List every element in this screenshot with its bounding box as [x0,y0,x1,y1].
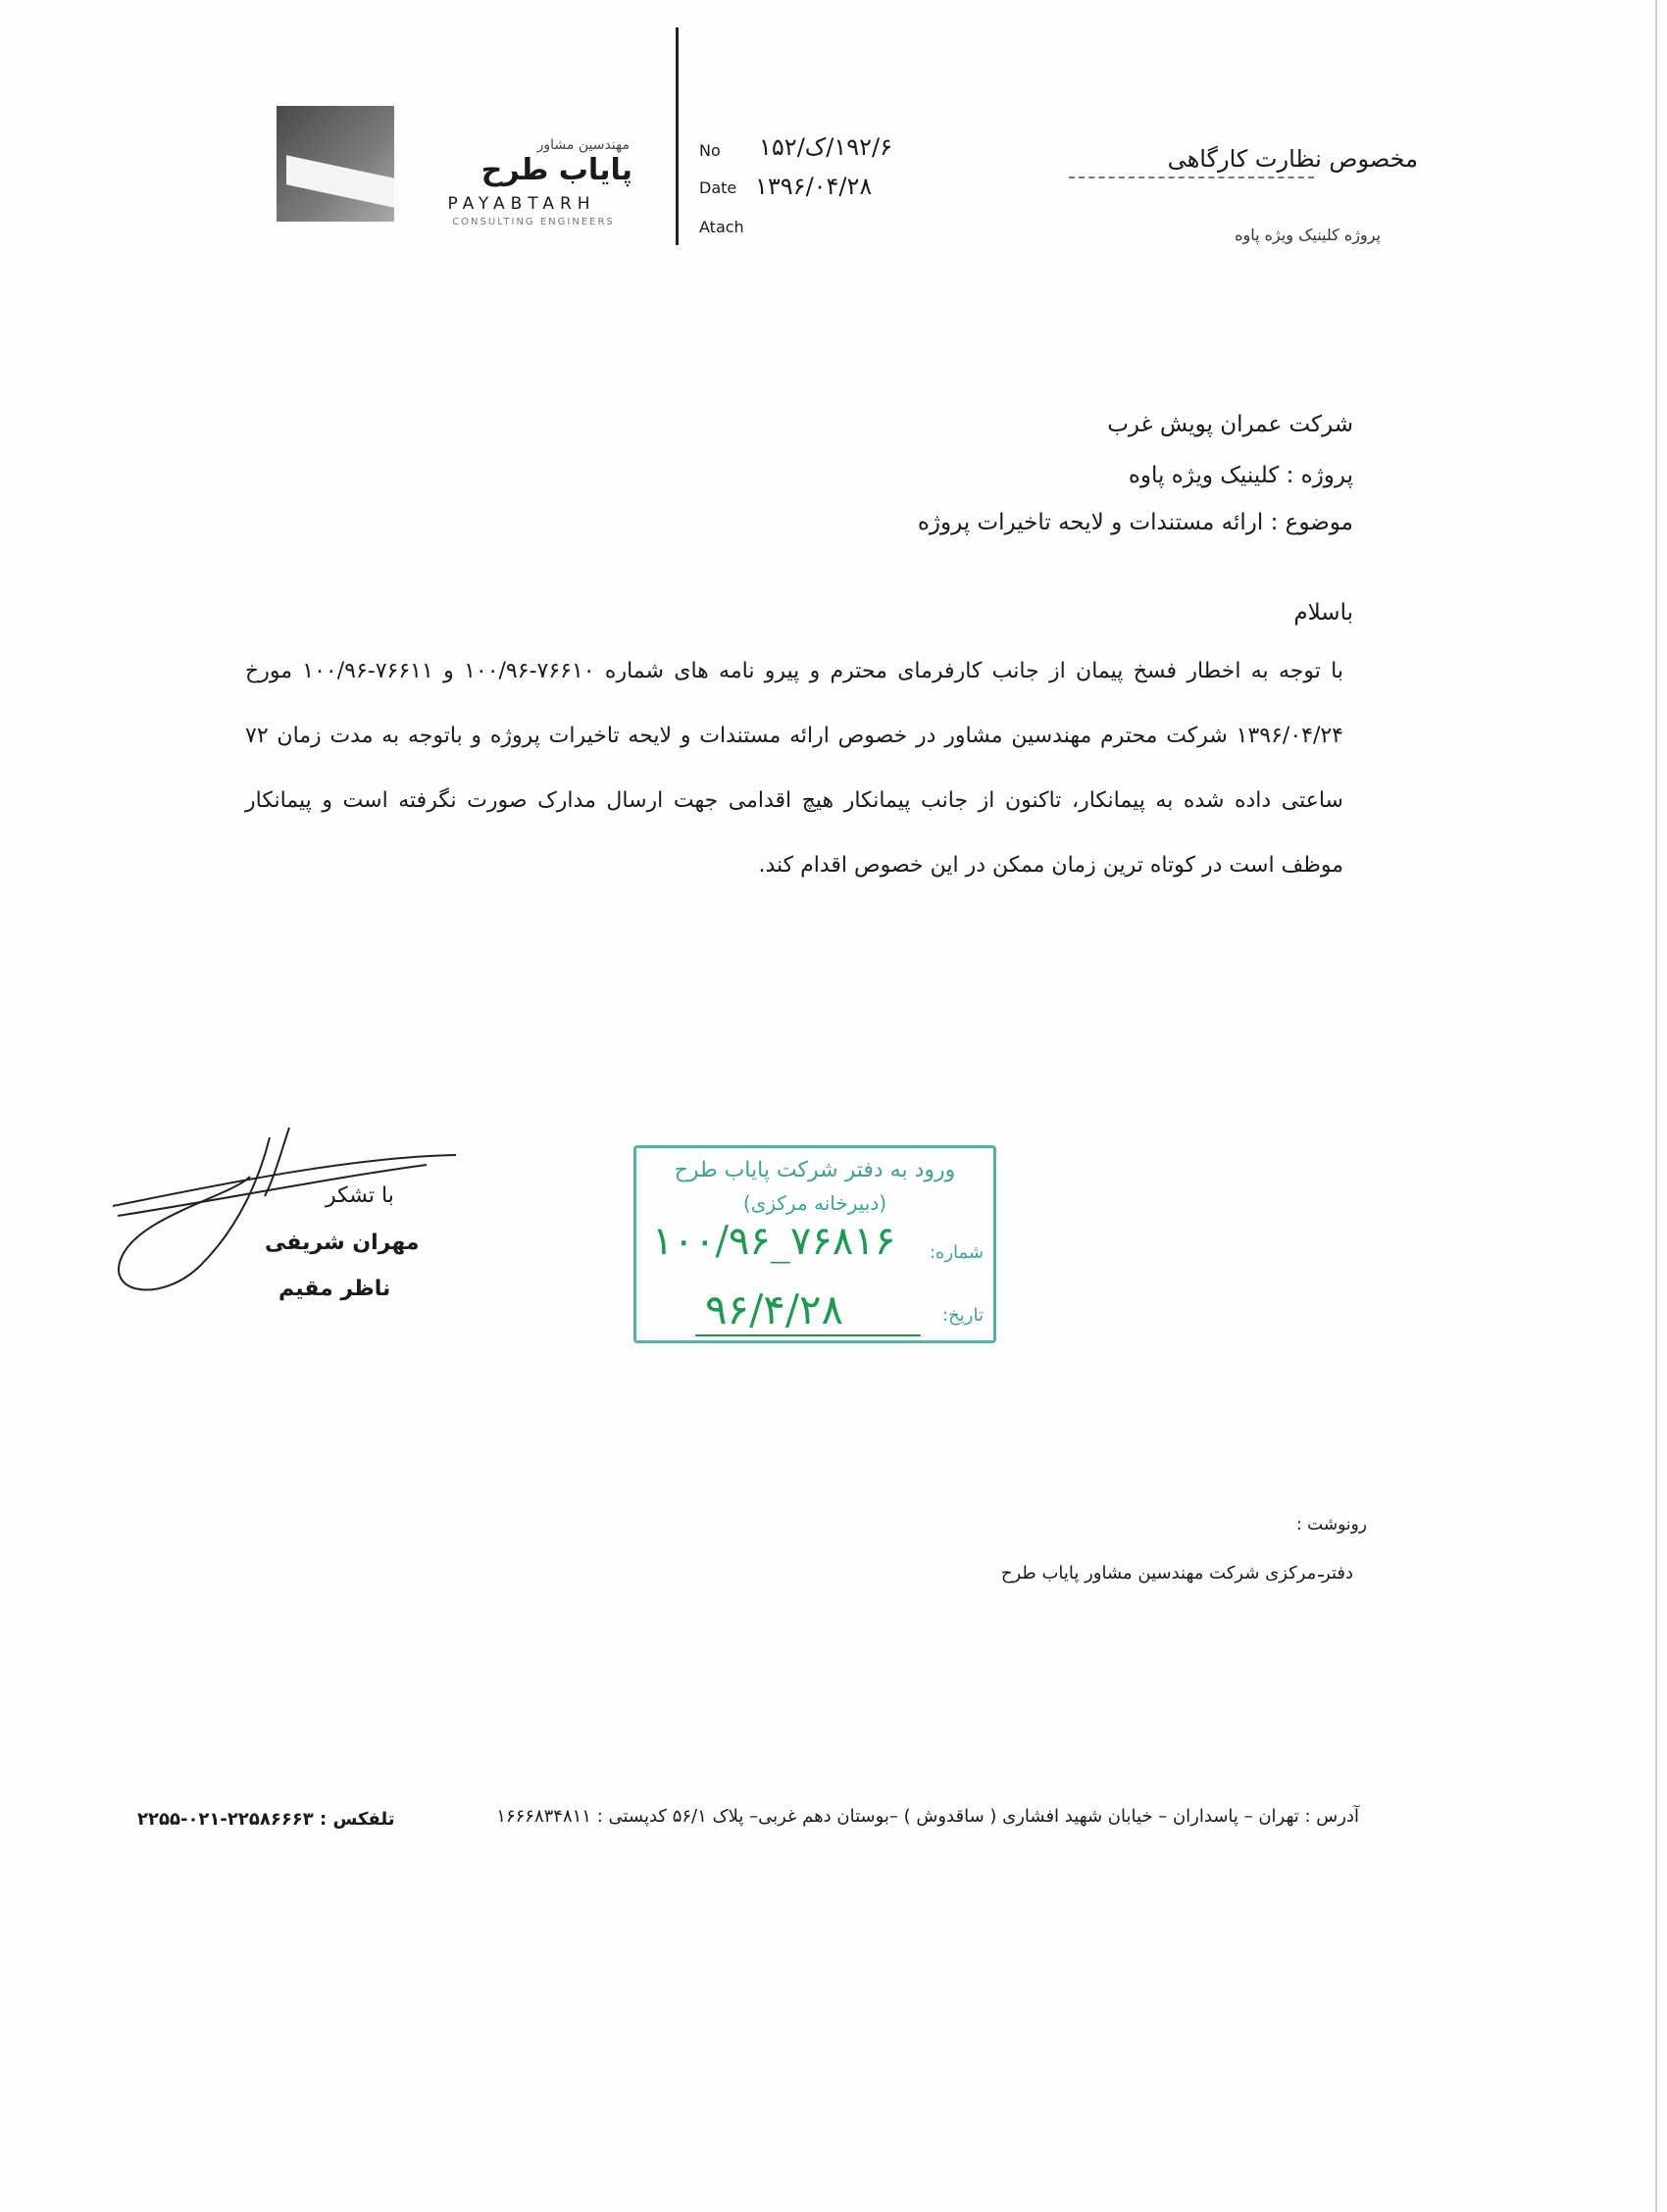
header-divider [676,27,679,245]
receipt-date-value: ۹۶/۴/۲۸ [705,1285,844,1333]
receipt-number-value: ۱۰۰/۹۶_۷۶۸۱۶ [652,1219,896,1264]
letter-number-value: ۱۹۲/۶/ک/۱۵۲ [759,133,892,161]
footer-fax: تلفکس : ۲۲۵۸۶۶۶۳-۰۲۱-۲۲۵۵ [137,1809,395,1830]
letter-number-label: No [699,141,721,160]
stamp-project-line: پروژه کلینیک ویژه پاوه [1235,226,1381,244]
letter-date-value: ۱۳۹۶/۰۴/۲۸ [755,173,873,200]
letter-date-label: Date [699,178,737,197]
attachment-label: Atach [699,218,744,236]
receipt-date-underline [695,1334,921,1336]
stamp-dashed-line [1069,176,1314,179]
subject-line: موضوع : ارائه مستندات و لایحه تاخیرات پروژه [917,510,1353,535]
receipt-number-label: شماره: [929,1242,984,1263]
site-supervision-stamp: مخصوص نظارت کارگاهی [1167,145,1418,173]
footer-address: آدرس : تهران – پاسداران – خیابان شهید افشاری ( ساقدوش ) –بوستان دهم غربی– پلاک ۵۶/۱ کدپستی : ۱۶۶۶۸۳۴۸۱۱ [496,1806,1359,1827]
receipt-date-label: تاریخ: [942,1305,984,1326]
cc-item: دفتر مرکزی شرکت مهندسین مشاور پایاب طرح [1000,1563,1353,1584]
project-line: پروژه : کلینیک ویژه پاوه [1128,463,1353,488]
cc-label: رونوشت : [1296,1515,1368,1534]
firm-name-en: PAYABTARH [447,194,596,214]
receipt-stamp-subtitle: (دبیرخانه مرکزی) [742,1191,887,1215]
firm-caption: مهندسین مشاور [536,137,630,153]
scan-edge [1655,0,1657,2212]
signatory-title: ناظر مقیم [278,1277,391,1301]
greeting: باسلام [1293,600,1353,626]
firm-subtitle-en: CONSULTING ENGINEERS [452,217,615,227]
closing-thanks: با تشکر [326,1183,394,1208]
receipt-stamp-title: ورود به دفتر شرکت پایاب طرح [674,1158,956,1182]
body-paragraph: با توجه به اخطار فسخ پیمان از جانب کارفرمای محترم و پیرو نامه های شماره ۷۶۶۱۰-۱۰۰/۹۶ و ۷۶۶۱۱-۱۰۰/۹۶ مورخ ۱۳۹۶/۰۴/۲۴ شرکت محترم مهندسین مشاور در خصوص ارائه مستندات و لایحه تاخیرات پروژه و باتوجه به مدت زمان ۷۲ ساعتی داده شده به پیمانکار، تاکنون از جانب پیمانکار هیچ اقدامی جهت ارسال مدارک صورت نگرفته است و پیمانکار موظف است در کوتاه ترین زمان ممکن در این خصوص اقدام کند. [245,659,1343,878]
receipt-stamp [633,1145,996,1343]
recipient: شرکت عمران پویش غرب [1107,412,1353,437]
signatory-name: مهران شریفی [265,1231,420,1255]
firm-logo [277,106,394,222]
firm-name-fa: پایاب طرح [480,153,632,187]
